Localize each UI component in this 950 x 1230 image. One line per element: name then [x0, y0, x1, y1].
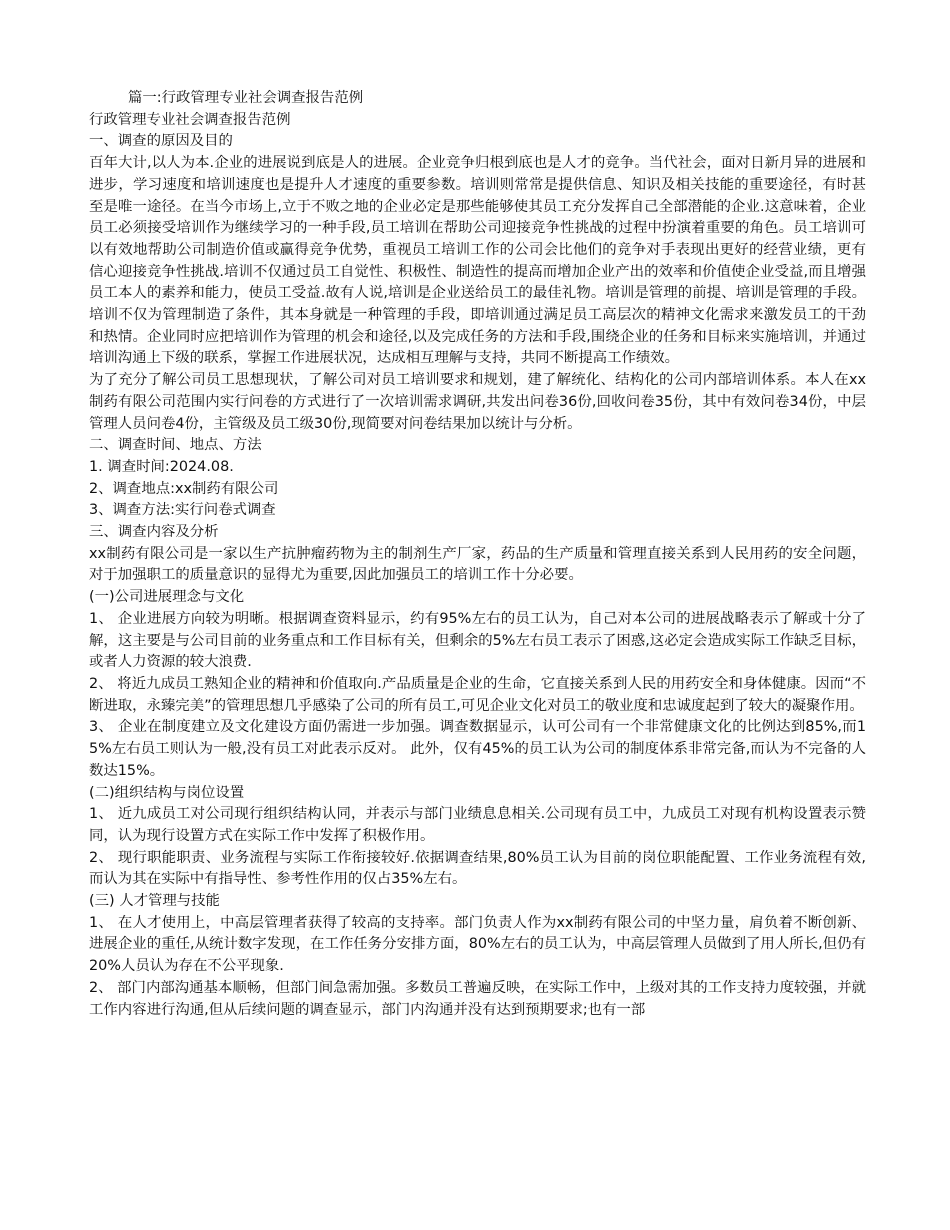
paragraph: 3、 企业在制度建立及文化建设方面仍需进一步加强。调查数据显示，认可公司有一个非常健康文化的比例达到85%,而15%左右员工则认为一般,没有员工对此表示反对。 此外，仅有45%的员工认为公司的制度体系非常完备,而认为不完备的人数达15%。 [89, 719, 866, 779]
paragraph: (一)公司进展理念与文化 [89, 589, 245, 606]
paragraph: 为了充分了解公司员工思想现状，了解公司对员工培训要求和规划，建了解统化、结构化的公司内部培训体系。本人在xx制药有限公司范围内实行问卷的方式进行了一次培训需求调研,共发出问卷36份,回收问卷35份，其中有效问卷34份，中层管理人员问卷4份，主管级及员工级30份,现简要对问卷结果加以统计与分析。 [89, 372, 866, 432]
document-subtitle: 行政管理专业社会调查报告范例 [89, 111, 291, 128]
paragraph: 2、 将近九成员工熟知企业的精神和价值取向.产品质量是企业的生命，它直接关系到人民的用药安全和身体健康。因而“不断进取，永臻完美”的管理思想几乎感染了公司的所有员工,可见企业文化对员工的敬业度和忠诚度起到了较大的凝聚作用。 [89, 675, 866, 714]
document-heading: 篇一:行政管理专业社会调查报告范例 [128, 90, 364, 106]
paragraph: 1、 在人才使用上，中高层管理者获得了较高的支持率。部门负责人作为xx制药有限公司的中坚力量，肩负着不断创新、进展企业的重任,从统计数字发现，在工作任务分安排方面，80%左右的员工认为，中高层管理人员做到了用人所长,但仍有20%人员认为存在不公平现象. [89, 914, 866, 975]
paragraph: xx制药有限公司是一家以生产抗肿瘤药物为主的制剂生产厂家，药品的生产质量和管理直接关系到人民用药的安全问题，对于加强职工的质量意识的显得尤为重要,因此加强员工的培训工作十分必要。 [89, 545, 866, 584]
paragraph: 1、 企业进展方向较为明晰。根据调查资料显示，约有95%左右的员工认为，自己对本公司的进展战略表示了解或十分了解，这主要是与公司目前的业务重点和工作目标有关，但剩余的5%左右员工表示了困惑,这必定会造成实际工作缺乏目标，或者人力资源的较大浪费. [89, 610, 866, 671]
paragraph: (二)组织结构与岗位设置 [89, 784, 245, 801]
paragraph: 2、 部门内部沟通基本顺畅，但部门间急需加强。多数员工普遍反映，在实际工作中，上级对其的工作支持力度较强，并就工作内容进行沟通,但从后续问题的调查显示，部门内沟通并没有达到预期要求;也有一部 [89, 979, 866, 1018]
document-body [89, 131, 866, 1021]
paragraph: 一、调查的原因及目的 [89, 133, 233, 150]
paragraph: 2、调查地点:xx制药有限公司 [89, 480, 279, 497]
paragraph: 1. 调查时间:2024.08. [89, 458, 234, 475]
paragraph: 2、 现行职能职责、业务流程与实际工作衔接较好.依据调查结果,80%员工认为目前的岗位职能配置、工作业务流程有效,而认为其在实际中有指导性、参考性作用的仅占35%左右。 [89, 849, 866, 888]
paragraph: 3、调查方法:实行问卷式调查 [89, 502, 276, 519]
paragraph: (三) 人才管理与技能 [89, 893, 220, 910]
paragraph: 百年大计,以人为本.企业的进展说到底是人的进展。企业竞争归根到底也是人才的竞争。当代社会，面对日新月异的进展和进步，学习速度和培训速度也是提升人才速度的重要参数。培训则常常是提供信息、知识及相关技能的重要途径，有时甚至是唯一途径。在当今市场上,立于不败之地的企业必定是那些能够使其员工充分发挥自己全部潜能的企业.这意味着，企业员工必须接受培训作为继续学习的一种手段,员工培训在帮助公司迎接竞争性挑战的过程中扮演着重要的角色。员工培训可以有效地帮助公司制造价值或赢得竞争优势，重视员工培训工作的公司会比他们的竞争对手表现出更好的经营业绩，更有信心迎接竞争性挑战.培训不仅通过员工自觉性、积极性、制造性的提高而增加企业产出的效率和价值使企业受益,而且增强员工本人的素养和能力，使员工受益.故有人说,培训是企业送给员工的最佳礼物。培训是管理的前提、培训是管理的手段。培训不仅为管理制造了条件，其本身就是一种管理的手段，即培训通过满足员工高层次的精神文化需求来激发员工的干劲和热情。企业同时应把培训作为管理的机会和途径,以及完成任务的方法和手段,围绕企业的任务和目标来实施培训，并通过培训沟通上下级的联系，掌握工作进展状况，达成相互理解与支持，共同不断提高工作绩效。 [89, 155, 866, 367]
paragraph: 三、调查内容及分析 [89, 524, 219, 541]
paragraph: 1、 近九成员工对公司现行组织结构认同，并表示与部门业绩息息相关.公司现有员工中，九成员工对现有机构设置表示赞同，认为现行设置方式在实际工作中发挥了积极作用。 [89, 806, 866, 844]
paragraph: 二、调查时间、地点、方法 [89, 437, 262, 454]
